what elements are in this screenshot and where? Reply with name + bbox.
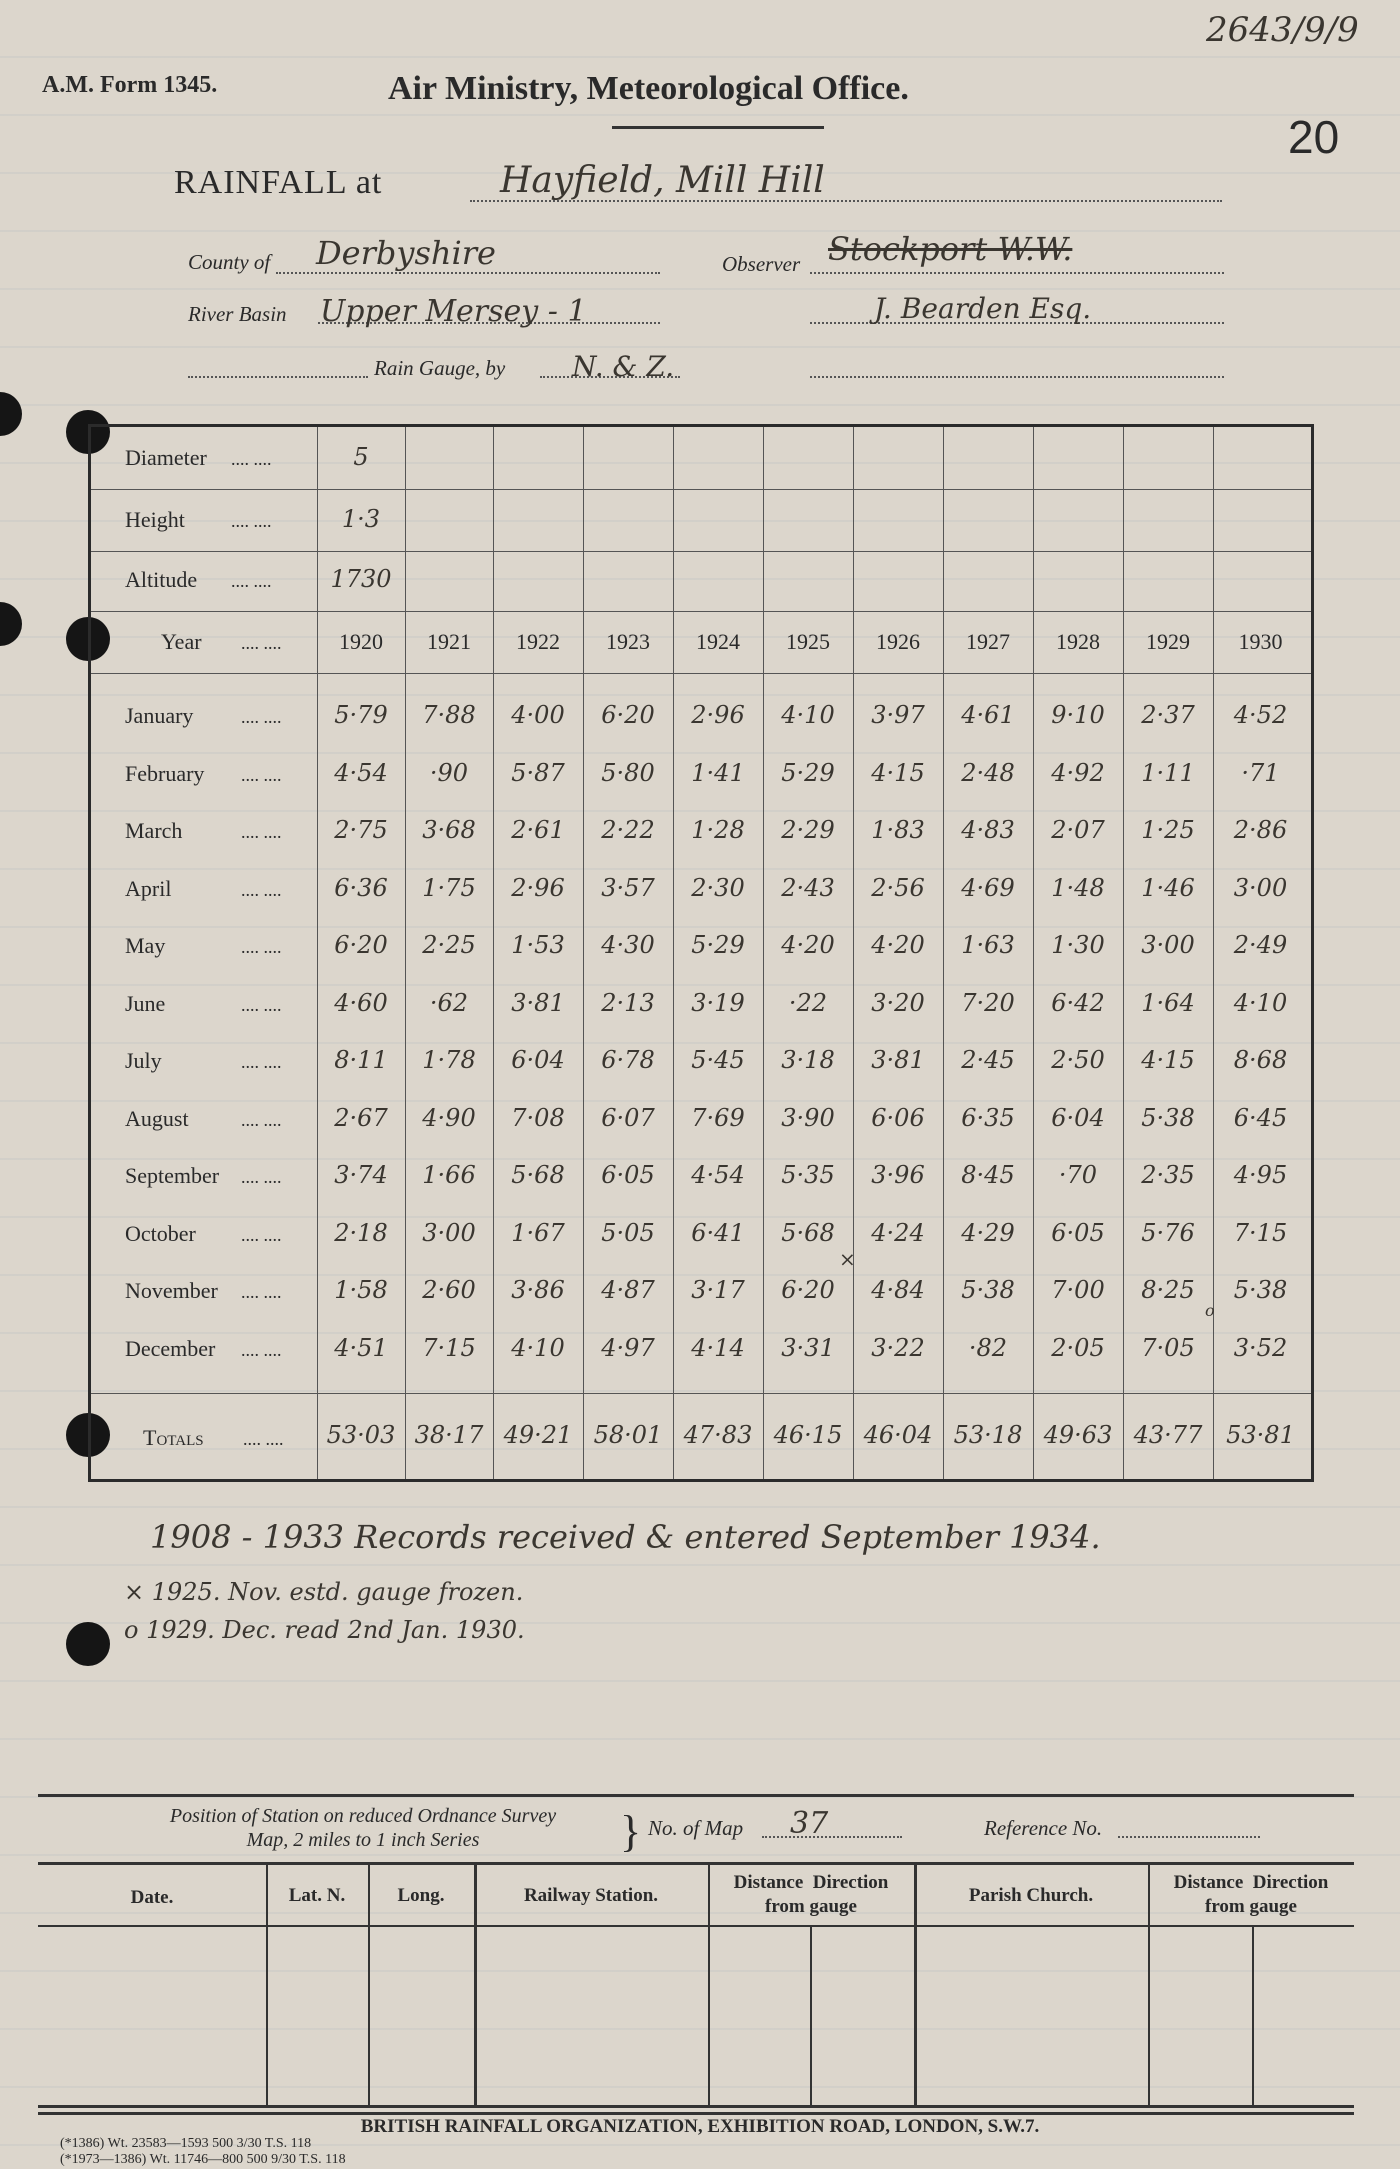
rainfall-cell: 4·20 (871, 931, 925, 959)
rainfall-table: Diameter Height Altitude Year .... .... .... .... .... .... .... .... 5 1·3 1730 1920 1921 1922 1923 1924 1925 1926 1927 1928 1929 1930 January .... .... 5·79 7·88 4·00 6·20 2·96 4·10 3·97 4·61 9·10 2·37 4·52 February .... .... 4·54 ·90 5·87 5·80 1·41 5·29 4·15 2·48 4·92 1·11 ·71 March .... .... 2·75 3·68 2·61 2·22 1·28 2·29 1·83 4·83 2·07 1·25 2·86 April .... .... 6·36 1·75 2·96 3·57 2·30 2·43 2·56 4·69 1·48 1·46 3·00 May .... .... 6·20 2·25 1·53 4·30 5·29 4·20 4·20 1·63 1·30 3·00 2·49 June .... .... 4·60 ·62 3·81 2·13 3·19 ·22 3·20 7·20 6·42 1·64 4·10 July .... .... 8·11 1·78 6·04 6·78 5·45 3·18 3·81 2·45 2·50 4·15 8·68 August .... .... 2·67 4·90 7·08 6·07 7·69 3·90 6·06 6·35 6·04 5·38 6·45 September .... .... 3·74 1·66 5·68 6·05 4·54 5·35 3·96 8·45 ·70 2·35 4·95 October .... .... 2·18 3·00 1·67 5·05 6·41 5·68 4·24 4·29 6·05 5·76 7·15 November .... .... 1·58 2·60 3·86 4·87 3·17 6·20 4·84 5·38 7·00 8·25 5·38 December .... .... 4·51 7·15 4·10 4·97 4·14 3·31 3·22 ·82 2·05 7·05 3·52 Totals .... .... 53·03 38·17 49·21 58·01 47·83 46·15 46·04 53·18 49·63 43·77 53·81 × o (88, 424, 1314, 1482)
catalogue-reference: 2643/9/9 (1206, 10, 1359, 50)
col-date: Date. (130, 1887, 174, 1908)
rainfall-cell: 1·11 (1141, 758, 1195, 787)
year-header: 1921 (427, 629, 471, 654)
rainfall-cell: 5·05 (601, 1218, 655, 1247)
rainfall-cell: 4·15 (871, 758, 925, 787)
rainfall-cell: 4·10 (781, 701, 835, 729)
river-basin-value: Upper Mersey - 1 (320, 294, 587, 329)
rainfall-cell: 3·00 (422, 1218, 476, 1247)
form-number: A.M. Form 1345. (42, 72, 218, 98)
rainfall-cell: 4·69 (961, 873, 1015, 902)
rainfall-cell: 4·10 (1233, 988, 1288, 1017)
rainfall-cell: 4·83 (961, 816, 1015, 844)
rainfall-cell: 1·83 (871, 816, 925, 844)
rainfall-cell: 2·45 (961, 1046, 1015, 1074)
col-lat: Lat. N. (288, 1885, 346, 1906)
rainfall-cell: 4·00 (511, 701, 565, 729)
rainfall-cell: 4·29 (961, 1218, 1015, 1247)
month-label: June (125, 990, 166, 1016)
total-cell: 49·63 (1043, 1421, 1113, 1449)
rainfall-cell: 2·22 (601, 816, 655, 844)
rainfall-cell: 4·24 (871, 1218, 925, 1247)
rainfall-cell: 3·68 (422, 816, 476, 844)
rainfall-cell: 4·90 (422, 1103, 476, 1132)
observer-value: J. Bearden Esq. (874, 292, 1092, 325)
rainfall-cell: 6·05 (1051, 1218, 1105, 1247)
rainfall-cell: 7·00 (1051, 1276, 1105, 1304)
rainfall-cell: 6·20 (781, 1276, 835, 1304)
rainfall-cell: 1·46 (1141, 873, 1195, 902)
month-label: October (125, 1220, 196, 1246)
rainfall-cell: 5·79 (334, 701, 388, 729)
rainfall-cell: ·82 (968, 1333, 1008, 1362)
col-long: Long. (397, 1885, 445, 1906)
month-label: March (125, 818, 183, 843)
month-label: September (125, 1163, 220, 1188)
rainfall-cell: 3·19 (691, 988, 745, 1017)
county-label: County of (188, 250, 271, 274)
rainfall-cell: 2·37 (1141, 701, 1195, 729)
month-label: January (125, 703, 194, 728)
month-label: August (125, 1105, 189, 1131)
rain-gauge-label: Rain Gauge, by (374, 356, 506, 380)
total-cell: 38·17 (414, 1421, 484, 1449)
rainfall-cell: 7·05 (1141, 1333, 1195, 1362)
rainfall-cell: 4·30 (601, 931, 655, 959)
rainfall-cell: 3·97 (871, 701, 925, 729)
rainfall-cell: 4·15 (1141, 1046, 1195, 1074)
rainfall-cell: 1·30 (1051, 931, 1105, 959)
observer-label: Observer (722, 252, 801, 276)
year-header: 1920 (339, 629, 383, 654)
rainfall-cell: 2·35 (1141, 1161, 1195, 1189)
height-label: Height (125, 507, 185, 532)
rainfall-cell: 3·81 (511, 988, 565, 1017)
rainfall-cell: 3·20 (871, 988, 925, 1017)
year-header: 1924 (696, 629, 740, 654)
year-header: 1925 (786, 629, 830, 654)
rainfall-cell: 2·50 (1051, 1046, 1105, 1074)
rainfall-cell: 3·00 (1233, 873, 1288, 902)
note-1925: × 1925. Nov. estd. gauge frozen. (124, 1578, 524, 1606)
month-label: November (125, 1278, 218, 1303)
rainfall-cell: 4·97 (601, 1333, 655, 1362)
station-details-table (38, 1862, 1354, 2108)
year-label: Year (161, 629, 202, 654)
print-code-1: (*1386) Wt. 23583—1593 500 3/30 T.S. 118 (60, 2136, 312, 2151)
rainfall-cell: 3·74 (334, 1161, 388, 1189)
rainfall-cell: 3·96 (871, 1161, 925, 1189)
month-label: December (125, 1335, 216, 1361)
form-page: A.M. Form 1345. Air Ministry, Meteorological Office. 2643/9/9 20 RAINFALL at Hayfield, Mill Hill County of Derbyshire Observer Stockport W.W. River Basin Upper Mersey - 1 J. Bearden Esq. Rain Gauge, by N. & Z. Diameter Height Altitude Year .... .... .... .... .... .... .... .... 5 1·3 1730 1920 1921 1922 1923 1924 1925 1926 1927 1928 1929 1930 January .... .... 5·79 7·88 4·00 6·20 2·96 4·10 3·97 4·61 9·10 2·37 4·52 February .... .... 4·54 ·90 5·87 5·80 1·41 5·29 4·15 2·48 4·92 1·11 ·71 March .... .... 2·75 3·68 2·61 2·22 1·28 2·29 1·83 4·83 2·07 1·25 2·86 April .... .... 6·36 1·75 2·96 3·57 2·30 2·43 2·56 4·69 1·48 1·46 3·00 May .... .... 6·20 2·25 1·53 4·30 5·29 4·20 4·20 1·63 1·30 3·00 2·49 June .... .... 4·60 ·62 3·81 2·13 3·19 ·22 3·20 7·20 6·42 1·64 4·10 July .... .... 8·11 1·78 6·04 6·78 5·45 3·18 3·81 2·45 2·50 4·15 8·68 August .... .... 2·67 4·90 7·08 6·07 7·69 3·90 6·06 6·35 6·04 5·38 6·45 September .... .... 3·74 1·66 5·68 6·05 4·54 5·35 3·96 8·45 ·70 2·35 4·95 October .... .... 2·18 3·00 1·67 5·05 6·41 5·68 4·24 4·29 6·05 5·76 7·15 November .... .... 1·58 2·60 3·86 4·87 3·17 6·20 4·84 5·38 7·00 8·25 5·38 December .... .... 4·51 7·15 4·10 4·97 4·14 3·31 3·22 ·82 2·05 7·05 3·52 Totals .... .... 53·03 38·17 49·21 58·01 47·83 46·15 46·04 53·18 49·63 43·77 53·81 × o 1908 - 1933 Records received & entered September 1934. × 1925. Nov. estd. gauge frozen. o 1929. Dec. read 2nd Jan. 1930. Position of Station on reduced Ordnance Survey Map, 2 miles to 1 inch Series } No. of Map 37 Reference No. Date. Lat. N. Long. Railway Station. Distance Direction from gauge Parish Church. Distance Direction from gauge BRITISH RAINFALL ORGANIZATION, EXHIBITION ROAD, LONDON, S.W.7. (*1386) Wt. 23583—1593 500 3/30 T.S. 118 (*1973—1386) Wt. 11746—800 500 9/30 T.S. 118 (0, 0, 1400, 2169)
rainfall-cell: 6·20 (334, 931, 388, 959)
rainfall-cell: 4·84 (871, 1276, 925, 1304)
rainfall-cell: 4·61 (961, 701, 1015, 729)
rainfall-cell: 5·38 (961, 1276, 1015, 1304)
altitude-label: Altitude (125, 567, 198, 592)
map-number-label: No. of Map (648, 1816, 744, 1840)
rainfall-cell: 3·52 (1233, 1333, 1288, 1362)
rainfall-cell: 3·18 (781, 1046, 835, 1074)
month-label: February (125, 760, 205, 786)
title-rule (612, 126, 824, 129)
rainfall-cell: 1·64 (1141, 988, 1195, 1017)
year-header: 1929 (1146, 629, 1190, 654)
rainfall-cell: 3·90 (781, 1103, 835, 1132)
month-label: May (125, 933, 166, 958)
rainfall-cell: 2·56 (871, 873, 925, 902)
frozen-marker: × (839, 1247, 856, 1271)
rainfall-cell: 2·96 (511, 873, 565, 902)
rainfall-cell: 4·52 (1233, 701, 1288, 729)
rainfall-cell: 4·95 (1233, 1161, 1288, 1189)
rainfall-cell: 7·69 (691, 1103, 745, 1132)
rainfall-cell: ·62 (429, 988, 469, 1017)
rainfall-cell: 5·38 (1233, 1276, 1288, 1304)
rainfall-label: RAINFALL at (174, 164, 383, 201)
rainfall-cell: 1·63 (961, 931, 1015, 959)
rainfall-cell: 2·30 (691, 873, 745, 902)
height-value: 1·3 (341, 505, 381, 533)
rainfall-cell: 6·05 (601, 1161, 655, 1189)
rainfall-cell: 4·14 (691, 1333, 745, 1362)
rainfall-cell: 9·10 (1051, 701, 1105, 729)
observer-struck: Stockport W.W. (828, 230, 1073, 268)
col-distance-1: Distance Direction from gauge (733, 1872, 889, 1917)
rainfall-cell: 3·57 (601, 873, 655, 902)
month-label: April (125, 875, 172, 901)
col-distance-2: Distance Direction from gauge (1173, 1872, 1329, 1917)
rainfall-cell: 5·38 (1141, 1103, 1195, 1132)
rainfall-cell: 3·86 (511, 1276, 565, 1304)
total-cell: 49·21 (503, 1421, 573, 1449)
rainfall-cell: 1·78 (422, 1046, 476, 1074)
rainfall-cell: 7·20 (961, 988, 1015, 1017)
print-code-2: (*1973—1386) Wt. 11746—800 500 9/30 T.S. 118 (60, 2152, 346, 2167)
rainfall-cell: 2·67 (334, 1103, 388, 1132)
rainfall-cell: 2·75 (334, 816, 388, 844)
rainfall-cell: 7·88 (422, 701, 476, 729)
total-cell: 58·01 (593, 1421, 663, 1449)
rainfall-cell: 1·41 (691, 758, 745, 787)
rainfall-cell: 1·66 (422, 1161, 476, 1189)
rainfall-cell: 6·42 (1051, 988, 1105, 1017)
rainfall-cell: 3·31 (781, 1333, 835, 1362)
punch-hole (66, 1622, 110, 1666)
rainfall-cell: 2·29 (781, 816, 835, 844)
rainfall-cell: 8·45 (961, 1161, 1015, 1189)
rainfall-cell: 6·20 (601, 701, 655, 729)
rain-gauge-maker: N. & Z. (572, 350, 675, 383)
rainfall-cell: 1·67 (511, 1218, 565, 1247)
year-header: 1927 (966, 629, 1010, 654)
rainfall-cell: 2·61 (511, 816, 565, 844)
rainfall-cell: 3·00 (1141, 931, 1195, 959)
organization-footer: BRITISH RAINFALL ORGANIZATION, EXHIBITION ROAD, LONDON, S.W.7. (360, 2116, 1040, 2137)
rainfall-cell: ·70 (1058, 1161, 1098, 1189)
rainfall-cell: 4·92 (1051, 758, 1105, 787)
rainfall-cell: 7·15 (1233, 1218, 1288, 1247)
rainfall-cell: 5·76 (1141, 1218, 1195, 1247)
rainfall-cell: 4·54 (334, 758, 388, 787)
col-railway: Railway Station. (523, 1885, 659, 1906)
total-cell: 43·77 (1133, 1421, 1203, 1449)
rainfall-cell: 5·29 (781, 758, 835, 787)
col-church: Parish Church. (968, 1885, 1094, 1906)
punch-hole (0, 392, 22, 436)
total-cell: 53·03 (326, 1421, 396, 1449)
rainfall-cell: 8·11 (334, 1046, 388, 1074)
rainfall-cell: 2·18 (334, 1218, 388, 1247)
rainfall-cell: 7·08 (511, 1103, 565, 1132)
rainfall-cell: 3·22 (871, 1333, 925, 1362)
note-1929: o 1929. Dec. read 2nd Jan. 1930. (124, 1616, 525, 1644)
rainfall-cell: 1·58 (334, 1276, 388, 1304)
rainfall-cell: 5·35 (781, 1161, 835, 1189)
rainfall-cell: 6·45 (1233, 1103, 1288, 1132)
year-header: 1926 (876, 629, 920, 654)
rainfall-cell: 6·35 (961, 1103, 1015, 1132)
rainfall-cell: 2·05 (1051, 1333, 1105, 1362)
diameter-label: Diameter (125, 445, 207, 470)
rainfall-cell: 4·10 (511, 1333, 565, 1362)
rainfall-cell: ·22 (788, 988, 828, 1017)
rainfall-cell: 4·54 (691, 1161, 745, 1189)
late-reading-marker: o (1205, 1301, 1215, 1320)
rainfall-cell: 5·29 (691, 931, 745, 959)
rainfall-cell: 6·41 (691, 1218, 745, 1247)
rainfall-cell: 6·04 (511, 1046, 565, 1074)
rainfall-cell: 2·86 (1233, 816, 1288, 844)
map-number-value: 37 (790, 1806, 829, 1841)
total-cell: 46·15 (773, 1421, 843, 1449)
rainfall-cell: 5·68 (511, 1161, 565, 1189)
month-label: July (125, 1048, 162, 1073)
rainfall-cell: 3·81 (871, 1046, 925, 1074)
rainfall-cell: 4·20 (781, 931, 835, 959)
rainfall-cell: 8·68 (1233, 1046, 1288, 1074)
river-basin-label: River Basin (188, 302, 287, 326)
diameter-value: 5 (353, 443, 369, 471)
total-cell: 53·81 (1226, 1421, 1295, 1449)
rainfall-cell: 8·25 (1141, 1276, 1195, 1304)
rainfall-cell: 5·87 (511, 758, 565, 787)
rainfall-cell: ·90 (429, 758, 469, 787)
year-header: 1923 (606, 629, 650, 654)
rainfall-cell: 5·45 (691, 1046, 745, 1074)
rainfall-cell: 2·96 (691, 701, 745, 729)
station-name: Hayfield, Mill Hill (500, 160, 825, 201)
position-label: Position of Station on reduced Ordnance Survey Map, 2 miles to 1 inch Series (169, 1805, 557, 1851)
rainfall-cell: 4·60 (334, 988, 388, 1017)
rainfall-cell: 2·07 (1051, 816, 1105, 844)
rainfall-cell: 2·43 (781, 873, 835, 902)
rainfall-cell: 6·78 (601, 1046, 655, 1074)
rainfall-cell: 1·75 (422, 873, 476, 902)
total-cell: 47·83 (683, 1421, 753, 1449)
page-number: 20 (1288, 111, 1340, 163)
year-header: 1930 (1238, 629, 1283, 654)
rainfall-cell: 1·25 (1141, 816, 1195, 844)
year-header: 1922 (516, 629, 560, 654)
rainfall-cell: 4·87 (601, 1276, 655, 1304)
punch-hole (0, 602, 22, 646)
rainfall-cell: 2·48 (961, 758, 1015, 787)
county-value: Derbyshire (316, 234, 496, 272)
year-header: 1928 (1056, 629, 1100, 654)
rainfall-cell: 2·60 (422, 1276, 476, 1304)
rainfall-cell: 6·06 (871, 1103, 925, 1132)
rainfall-cell: ·71 (1241, 758, 1280, 787)
rainfall-cell: 6·36 (334, 873, 388, 902)
note-records: 1908 - 1933 Records received & entered September 1934. (150, 1518, 1101, 1556)
rainfall-cell: 4·51 (334, 1333, 388, 1362)
total-cell: 53·18 (953, 1421, 1023, 1449)
rainfall-cell: 2·25 (422, 931, 476, 959)
rainfall-cell: 1·28 (691, 816, 745, 844)
rainfall-cell: 5·80 (601, 758, 655, 787)
ministry-title: Air Ministry, Meteorological Office. (388, 70, 909, 107)
rainfall-cell: 2·13 (601, 988, 655, 1017)
rainfall-cell: 6·07 (601, 1103, 655, 1132)
rainfall-cell: 7·15 (422, 1333, 476, 1362)
rainfall-cell: 1·53 (511, 931, 565, 959)
rainfall-cell: 3·17 (691, 1276, 745, 1304)
totals-label: Totals (143, 1425, 204, 1450)
reference-label: Reference No. (984, 1816, 1103, 1840)
altitude-value: 1730 (330, 565, 392, 593)
rainfall-cell: 1·48 (1051, 873, 1105, 902)
total-cell: 46·04 (863, 1421, 933, 1449)
rainfall-cell: 5·68 (781, 1218, 835, 1247)
rainfall-cell: 2·49 (1233, 931, 1288, 959)
rainfall-cell: 6·04 (1051, 1103, 1105, 1132)
